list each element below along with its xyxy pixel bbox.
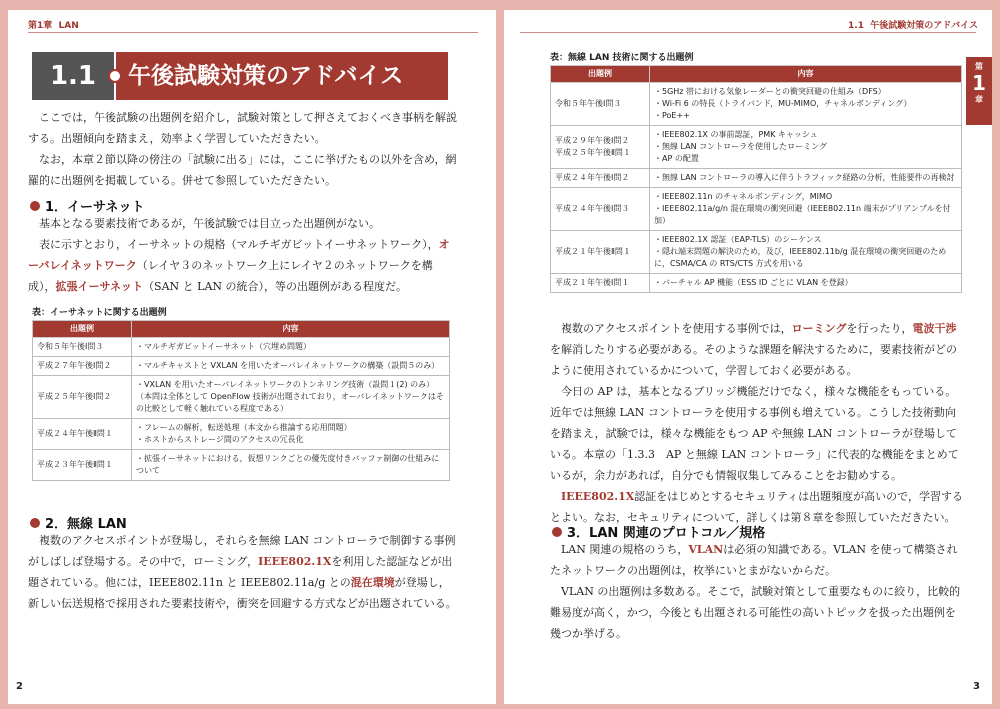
question-cell: 平成２１年午後Ⅱ問１	[551, 231, 650, 274]
tab-text: 章	[975, 95, 983, 104]
text-run: が登場し，新しい伝送規格で採用された要素技術や，衝突を回避する方式などが出題されている。	[28, 576, 457, 610]
table-row	[551, 126, 962, 169]
text-run: を行ったり，	[846, 322, 913, 335]
paragraph	[28, 530, 460, 614]
section-title: 午後試験対策のアドバイス	[116, 52, 448, 100]
keyword: IEEE802.1X	[561, 490, 635, 503]
text-run: 表に示すとおり，イーサネットの規格（マルチギガビットイーサネットワーク），	[39, 238, 439, 251]
keyword: ローミング	[791, 322, 847, 335]
table-row	[551, 274, 962, 293]
ethernet-table	[32, 320, 450, 481]
question-cell: 平成２４年午後Ⅰ問２	[551, 169, 650, 188]
text-run: は必須の知識である。VLAN を使って構築されたネットワークの出題例は，枚挙にいとまがないからだ。	[550, 543, 958, 577]
table-row	[33, 376, 450, 419]
table-body	[551, 83, 962, 293]
keyword: IEEE802.1X	[258, 555, 332, 568]
text-run: 複数のアクセスポイントを使用する事例では，	[561, 322, 792, 335]
text-run: 複数のアクセスポイントが登場し，それらを無線 LAN コントローラで制御する事例がしばしば登場する。その中で，ローミング，	[28, 534, 456, 568]
question-cell: 平成２５年午後Ⅰ問２	[33, 376, 132, 419]
intro-paragraph: なお，本章２節以降の傍注の「試験に出る」には，ここに挙げたもの以外を含め，網羅的に出題例を掲載している。併せて参照していただきたい。	[28, 153, 457, 187]
title-bullet-icon	[108, 69, 122, 83]
paragraph: VLAN の出題例は多数ある。そこで，試験対策として重要なものに絞り，比較的難易度が高く，かつ，今後とも出題される可能性の高いトピックを扱った出題例を幾つか挙げる。	[550, 585, 961, 640]
table-row	[33, 419, 450, 450]
content-cell: ・5GHz 帯における気象レーダーとの衝突回避の仕組み（DFS） ・Wi-Fi 6 の特長（トライバンド，MU-MIMO，チャネルボンディング） ・PoE++	[650, 83, 962, 126]
column-header: 出題例	[551, 66, 650, 83]
paragraph: 今日の AP は，基本となるブリッジ機能だけでなく，様々な機能をもっている。近年では無線 LAN コントローラを使用する事例も増えている。こうした技術動向を踏まえ，試験では，様々な機能をもつ AP や無線 LAN コントローラが登場している。本章の「1.3.3 AP と無線 LAN コントローラ」に代表的な機能をまとめているが，余力があれば，自分でも情報収集してみることをお勧めする。	[550, 385, 959, 482]
section-label-title: 午後試験対策のアドバイス	[870, 21, 978, 31]
question-cell: 令和５年午後Ⅰ問３	[33, 338, 132, 357]
content-cell: ・IEEE802.1X 認証（EAP-TLS）のシーケンス ・隠れ端末問題の解決のため，及び，IEEE802.11b/g 混在環境の衝突回避のために，CSMA/CA の RTS/CTS 方式を用いる	[650, 231, 962, 274]
tab-number: 1	[972, 71, 986, 95]
tab-text: 第	[975, 62, 983, 71]
content-cell: ・フレームの解析，転送処理（本文から推論する応用問題） ・ホストからストレージ間のアクセスの冗長化	[132, 419, 450, 450]
bullet-icon	[552, 527, 562, 537]
running-head-right	[848, 18, 978, 31]
wireless-discussion	[550, 318, 966, 528]
keyword: VLAN	[688, 543, 724, 556]
content-cell: ・バーチャル AP 機能（ESS ID ごとに VLAN を登録）	[650, 274, 962, 293]
table-row	[551, 83, 962, 126]
question-cell: 平成２３年午後Ⅱ問１	[33, 450, 132, 481]
text-run: （SAN と LAN の統合），等の出題例がある程度だ。	[143, 280, 408, 293]
column-header: 内容	[650, 66, 962, 83]
bullet-icon	[30, 201, 40, 211]
question-cell: 平成２４年午後Ⅰ問３	[551, 188, 650, 231]
chapter-topic: LAN	[58, 21, 79, 31]
keyword: 拡張イーサネット	[55, 280, 144, 293]
content-cell: ・マルチキャストと VXLAN を用いたオーバレイネットワークの構築（設問５のみ）	[132, 357, 450, 376]
question-cell: 令和５年午後Ⅰ問３	[551, 83, 650, 126]
header-rule	[520, 32, 976, 33]
paragraph: 基本となる要素技術であるが，午後試験では目立った出題例がない。	[39, 217, 380, 230]
subsection-heading-text: 3．LAN 関連のプロトコル／規格	[567, 526, 766, 541]
paragraph	[550, 539, 966, 581]
column-header: 内容	[132, 321, 450, 338]
table-row	[551, 231, 962, 274]
page-number: 3	[973, 681, 980, 692]
text-run: （レイヤ３のネットワーク上にレイヤ２のネットワークを構成），	[28, 259, 433, 293]
page-number: 2	[16, 681, 23, 692]
table-body	[33, 338, 450, 481]
table-row	[33, 338, 450, 357]
text-run: 認証をはじめとするセキュリティは出題頻度が高いので，学習するとよい。なお，セキュリティについて，詳しくは第８章を参照していただきたい。	[550, 490, 963, 524]
protocol-text	[550, 539, 966, 644]
question-cell: 平成２９年午後Ⅰ問２ 平成２５年午後Ⅱ問１	[551, 126, 650, 169]
table-caption: 表：無線 LAN 技術に関する出題例	[550, 53, 694, 63]
content-cell: ・拡張イーサネットにおける，仮想リンクごとの優先度付きバッファ制御の仕組みについて	[132, 450, 450, 481]
wireless-table	[550, 65, 962, 293]
content-cell: ・IEEE802.1X の事前認証，PMK キャッシュ ・無線 LAN コントローラを使用したローミング ・AP の配置	[650, 126, 962, 169]
text-run: を解消したりする必要がある。そのような課題を解決するために，要素技術がどのように使用されているかについて，学習しておく必要がある。	[550, 343, 957, 377]
header-rule	[28, 32, 478, 33]
paragraph	[28, 234, 460, 297]
left-page	[8, 10, 496, 704]
question-cell: 平成２７年午後Ⅰ問２	[33, 357, 132, 376]
bullet-icon	[30, 518, 40, 528]
question-cell: 平成２４年午後Ⅱ問１	[33, 419, 132, 450]
keyword: 混在環境	[350, 576, 395, 589]
subsection-heading-text: 2．無線 LAN	[45, 517, 127, 532]
intro-paragraph: ここでは，午後試験の出題例を紹介し，試験対策として押さえておくべき事柄を解説する。出題傾向を踏まえ，効率よく学習していただきたい。	[28, 111, 457, 145]
keyword: オーバレイネットワーク	[28, 238, 450, 272]
subsection-heading-text: 1．イーサネット	[45, 200, 145, 215]
table-row	[33, 450, 450, 481]
running-head-left	[28, 18, 79, 31]
intro-text	[28, 107, 460, 191]
question-cell: 平成２１年午後Ⅰ問１	[551, 274, 650, 293]
chapter-side-tab	[966, 57, 992, 125]
right-page	[504, 10, 992, 704]
text-run: を利用した認証などが出題されている。他には，IEEE802.11n と IEEE802.11a/g との	[28, 555, 453, 589]
ethernet-text	[28, 213, 460, 297]
chapter-label: 第1章	[28, 21, 53, 31]
table-row	[551, 188, 962, 231]
section-number: 1.1	[32, 52, 114, 100]
text-run: LAN 関連の規格のうち，	[561, 543, 689, 556]
table-row	[551, 169, 962, 188]
content-cell: ・マルチギガビットイーサネット（穴埋め問題）	[132, 338, 450, 357]
table-caption: 表：イーサネットに関する出題例	[32, 308, 167, 318]
wireless-text	[28, 530, 460, 614]
table-row	[33, 357, 450, 376]
content-cell: ・IEEE802.11n のチャネルボンディング，MIMO ・IEEE802.11a/g/n 混在環境の衝突回避（IEEE802.11n 端末がプリアンブルを付加）	[650, 188, 962, 231]
keyword: 電波干渉	[912, 322, 957, 335]
column-header: 出題例	[33, 321, 132, 338]
paragraph	[550, 318, 966, 381]
content-cell: ・VXLAN を用いたオーバレイネットワークのトンネリング技術（設問１(2) のみ）（本問は全体として OpenFlow 技術が出題されており，オーバレイネットワークはその比較として軽く触れている程度である）	[132, 376, 450, 419]
section-label: 1.1	[848, 21, 864, 31]
content-cell: ・無線 LAN コントローラの導入に伴うトラフィック経路の分析，性能要件の再検討	[650, 169, 962, 188]
